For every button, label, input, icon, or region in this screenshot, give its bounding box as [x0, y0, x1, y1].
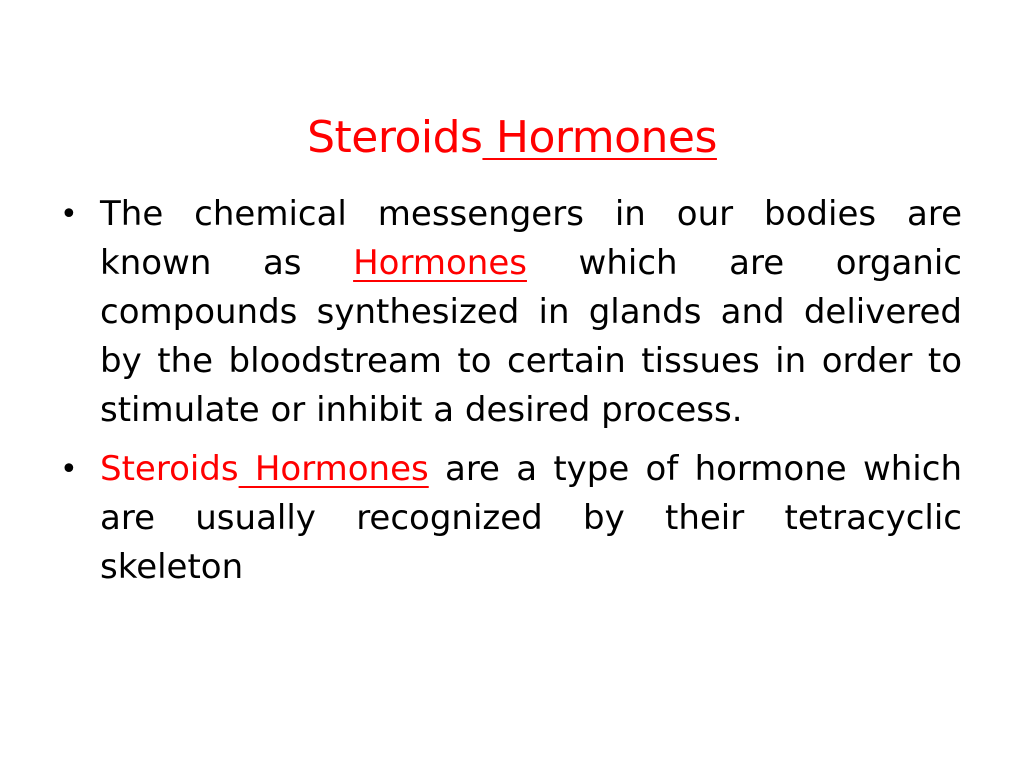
- bullet-item-1: [60, 190, 962, 435]
- title-word-steroids: Steroids: [307, 112, 483, 163]
- bullet-1-highlight: Hormones: [353, 243, 527, 283]
- bullet-item-2: [60, 445, 962, 592]
- bullet-list: [60, 190, 962, 602]
- bullet-dot-icon: •: [60, 197, 78, 232]
- bullet-2-highlight-word-1: Steroids: [100, 449, 239, 489]
- bullet-1-text-after: which are organic compounds synthesized in glands and delivered by the bloodstream to certain tissues in order to stimulate or inhibit a desired process.: [100, 243, 962, 430]
- title-word-hormones: Hormones: [482, 112, 717, 163]
- bullet-2-text-after: are a type of hormone which are usually recognized by their tetracyclic skeleton: [100, 449, 962, 587]
- bullet-dot-icon: •: [60, 452, 78, 487]
- bullet-1-text-before: The chemical messengers in our bodies are known as: [100, 194, 962, 283]
- slide-title: [0, 112, 1024, 165]
- bullet-2-highlight-word-2: Hormones: [238, 449, 429, 489]
